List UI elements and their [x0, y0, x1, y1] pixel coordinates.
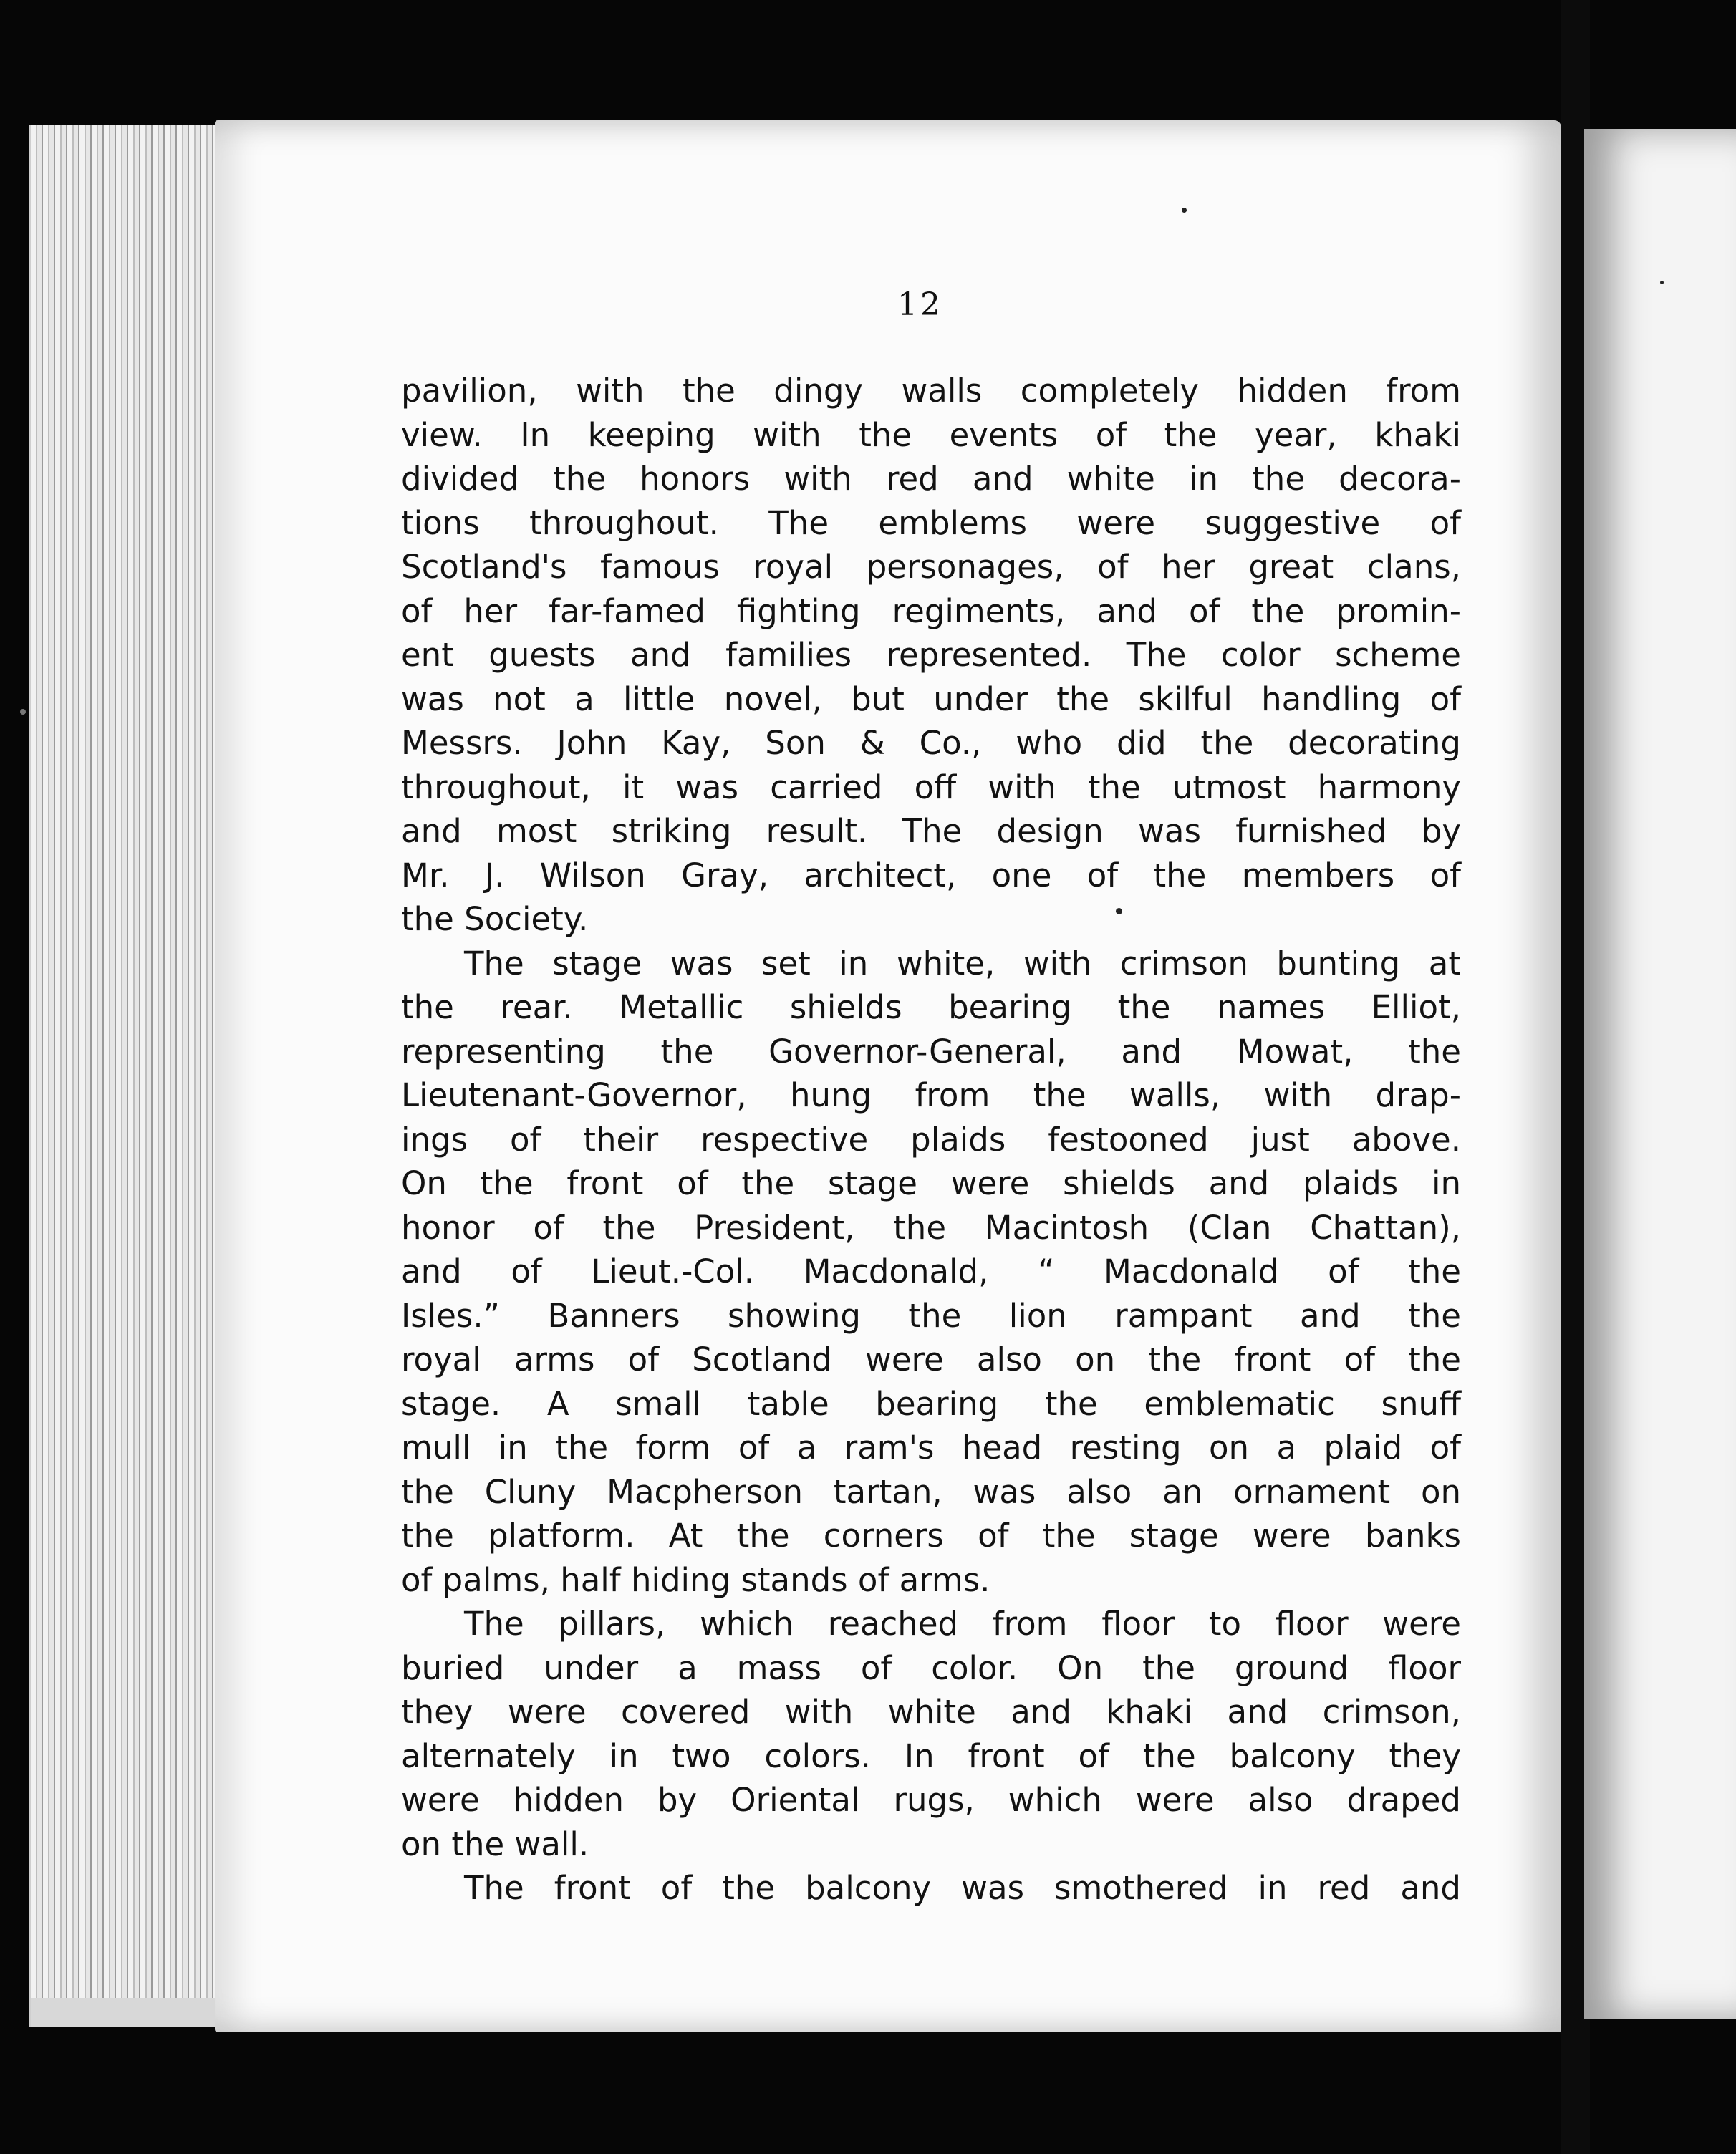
text-line: Isles.” Banners showing the lion rampant and the [401, 1296, 1461, 1335]
text-line: alternately in two colors. In front of the balcony they [401, 1737, 1461, 1775]
text-line: The pillars, which reached from floor to floor were [464, 1605, 1461, 1643]
page-number: 12 [897, 286, 943, 323]
text-line: divided the honors with red and white in the decora- [401, 460, 1461, 498]
text-line: Messrs. John Kay, Son & Co., who did the decorating [401, 724, 1461, 762]
book-page-edges [29, 125, 224, 2027]
text-line: The front of the balcony was smothered in red and [464, 1869, 1461, 1907]
text-line: was not a little novel, but under the skilful handling of [401, 680, 1461, 718]
text-line: stage. A small table bearing the emblematic snuff [401, 1384, 1461, 1423]
text-line: view. In keeping with the events of the year, khaki [401, 415, 1461, 454]
text-line: they were covered with white and khaki and crimson, [401, 1693, 1461, 1731]
text-line: the Society. [401, 900, 589, 938]
text-line: royal arms of Scotland were also on the front of the [401, 1341, 1461, 1378]
text-line: throughout, it was carried off with the utmost harmony [401, 768, 1461, 806]
text-line: and most striking result. The design was furnished by [401, 812, 1461, 850]
text-line: Scotland's famous royal personages, of her great clans, [401, 548, 1461, 586]
text-line: of palms, half hiding stands of arms. [401, 1560, 990, 1599]
text-line: representing the Governor-General, and Mowat, the [401, 1032, 1461, 1071]
text-line: ings of their respective plaids festooned just above. [401, 1120, 1461, 1159]
text-line: the rear. Metallic shields bearing the names Elliot, [401, 988, 1461, 1026]
text-line: were hidden by Oriental rugs, which were also draped [401, 1781, 1461, 1819]
speck-mark [1660, 281, 1664, 284]
text-line: On the front of the stage were shields and plaids in [401, 1164, 1461, 1202]
text-line: pavilion, with the dingy walls completely hidden from [401, 372, 1461, 410]
text-line: the platform. At the corners of the stage were banks [401, 1517, 1461, 1555]
text-line: of her far-famed fighting regiments, and of the promin- [401, 591, 1461, 630]
adjacent-page-edge [1584, 129, 1736, 2019]
speck-mark [20, 709, 26, 715]
text-line: the Cluny Macpherson tartan, was also an ornament on [401, 1472, 1461, 1511]
text-line: Mr. J. Wilson Gray, architect, one of the members of [401, 856, 1461, 894]
text-line: on the wall. [401, 1825, 589, 1863]
text-line: Lieutenant-Governor, hung from the walls, with drap- [401, 1076, 1461, 1114]
speck-mark [1116, 908, 1122, 914]
text-line: tions throughout. The emblems were suggestive of [401, 503, 1461, 542]
text-line: mull in the form of a ram's head resting on a plaid of [401, 1429, 1461, 1467]
text-line: honor of the President, the Macintosh (Clan Chattan), [401, 1208, 1461, 1247]
text-line: The stage was set in white, with crimson bunting at [464, 944, 1461, 982]
text-line: and of Lieut.-Col. Macdonald, “ Macdonald of the [401, 1252, 1461, 1290]
speck-mark [1182, 208, 1187, 213]
text-line: buried under a mass of color. On the ground floor [401, 1648, 1461, 1687]
body-text [401, 369, 1461, 1911]
text-line: ent guests and families represented. The color scheme [401, 636, 1461, 674]
